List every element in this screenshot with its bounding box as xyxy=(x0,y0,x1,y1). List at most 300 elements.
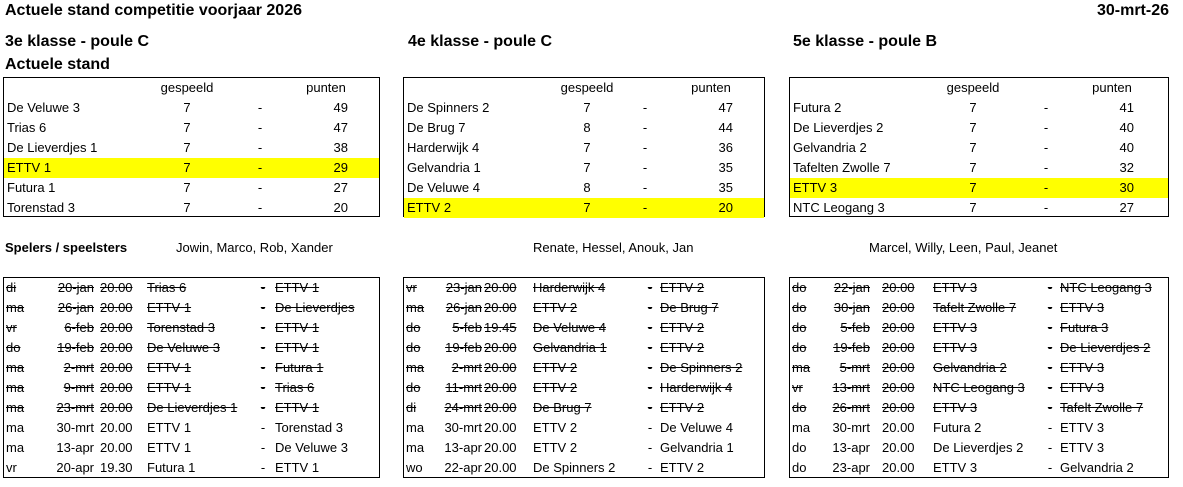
match-time: 20.00 xyxy=(484,460,517,475)
match-day: ma xyxy=(792,360,811,375)
match-day: ma xyxy=(406,300,425,315)
separator: - xyxy=(1047,340,1053,355)
page-title: Actuele stand competitie voorjaar 2026 xyxy=(5,2,302,19)
standings-row xyxy=(4,118,379,138)
separator: - xyxy=(260,400,266,415)
home-team: De Veluwe 3 xyxy=(147,340,220,355)
match-time: 20.00 xyxy=(100,440,133,455)
match-time: 20.00 xyxy=(882,460,915,475)
match-day: wo xyxy=(406,460,423,475)
home-team: ETTV 2 xyxy=(533,440,578,455)
played-count: 7 xyxy=(583,200,591,215)
separator: - xyxy=(642,180,648,195)
separator: - xyxy=(647,360,653,375)
separator: - xyxy=(647,380,653,395)
team-name: NTC Leogang 3 xyxy=(793,200,885,215)
match-time: 20.00 xyxy=(100,280,133,295)
home-team: Futura 1 xyxy=(147,460,196,475)
away-team: Harderwijk 4 xyxy=(660,380,733,395)
match-day: do xyxy=(792,440,807,455)
match-row xyxy=(790,418,1168,438)
separator: - xyxy=(260,300,266,315)
played-count: 7 xyxy=(183,180,191,195)
match-date: 30-jan xyxy=(833,300,870,315)
away-team: ETTV 3 xyxy=(1060,420,1105,435)
players-label: Spelers / speelsters xyxy=(5,240,128,255)
points-header: punten xyxy=(1092,80,1132,95)
team-name: Torenstad 3 xyxy=(7,200,75,215)
match-time: 20.00 xyxy=(882,380,915,395)
home-team: Futura 2 xyxy=(933,420,982,435)
points-value: 38 xyxy=(333,140,348,155)
group-title: 5e klasse - poule B xyxy=(793,33,938,50)
team-name: ETTV 1 xyxy=(7,160,52,175)
team-name: Trias 6 xyxy=(7,120,47,135)
schedule-table xyxy=(3,277,380,478)
standings-row xyxy=(790,118,1168,138)
standings-row xyxy=(4,98,379,118)
standings-header xyxy=(790,78,1168,98)
played-count: 7 xyxy=(183,120,191,135)
away-team: Gelvandria 2 xyxy=(1060,460,1134,475)
separator: - xyxy=(1043,120,1049,135)
match-day: do xyxy=(792,460,807,475)
standings-row xyxy=(790,178,1168,198)
match-date: 26-jan xyxy=(57,300,94,315)
match-day: do xyxy=(6,340,21,355)
match-time: 20.00 xyxy=(882,280,915,295)
subtitle: Actuele stand xyxy=(5,56,110,73)
match-date: 26-jan xyxy=(445,300,482,315)
match-day: vr xyxy=(6,320,17,335)
match-date: 30-mrt xyxy=(444,420,482,435)
separator: - xyxy=(257,180,263,195)
match-row xyxy=(404,298,764,318)
match-row xyxy=(4,338,379,358)
away-team: De Spinners 2 xyxy=(660,360,743,375)
standings-header xyxy=(404,78,764,98)
match-row xyxy=(404,358,764,378)
match-row xyxy=(404,398,764,418)
separator: - xyxy=(1047,300,1053,315)
separator: - xyxy=(1047,320,1053,335)
match-row xyxy=(404,418,764,438)
separator: - xyxy=(1047,400,1053,415)
team-name: De Veluwe 3 xyxy=(7,100,80,115)
away-team: ETTV 2 xyxy=(660,320,705,335)
match-time: 20.00 xyxy=(100,300,133,315)
match-date: 13-apr xyxy=(444,440,482,455)
played-header: gespeeld xyxy=(560,80,614,95)
separator: - xyxy=(1047,380,1053,395)
team-name: De Veluwe 4 xyxy=(407,180,480,195)
standings-row xyxy=(790,98,1168,118)
played-count: 7 xyxy=(183,200,191,215)
away-team: ETTV 2 xyxy=(660,460,705,475)
away-team: ETTV 2 xyxy=(660,400,705,415)
away-team: ETTV 1 xyxy=(275,460,320,475)
schedule-table xyxy=(403,277,765,478)
standings-table xyxy=(3,77,380,217)
home-team: ETTV 2 xyxy=(533,300,578,315)
separator: - xyxy=(260,440,266,455)
played-header: gespeeld xyxy=(946,80,1000,95)
separator: - xyxy=(257,100,263,115)
match-date: 23-mrt xyxy=(56,400,94,415)
team-name: Gelvandria 2 xyxy=(793,140,867,155)
home-team: ETTV 2 xyxy=(533,380,578,395)
standings-row xyxy=(4,198,379,218)
home-team: ETTV 1 xyxy=(147,440,192,455)
played-count: 8 xyxy=(583,180,591,195)
points-value: 47 xyxy=(718,100,733,115)
standings-row xyxy=(790,138,1168,158)
match-date: 2-mrt xyxy=(451,360,482,375)
separator: - xyxy=(260,280,266,295)
match-day: ma xyxy=(6,300,25,315)
points-value: 41 xyxy=(1119,100,1134,115)
points-header: punten xyxy=(691,80,731,95)
separator: - xyxy=(647,400,653,415)
match-time: 20.00 xyxy=(100,340,133,355)
match-day: di xyxy=(6,280,17,295)
separator: - xyxy=(1043,160,1049,175)
points-value: 20 xyxy=(718,200,733,215)
points-value: 20 xyxy=(333,200,348,215)
separator: - xyxy=(1043,140,1049,155)
match-date: 11-mrt xyxy=(445,380,482,395)
points-value: 47 xyxy=(333,120,348,135)
away-team: Futura 3 xyxy=(1060,320,1109,335)
points-value: 49 xyxy=(333,100,348,115)
match-row xyxy=(790,398,1168,418)
points-value: 40 xyxy=(1119,140,1134,155)
home-team: ETTV 2 xyxy=(533,360,578,375)
match-day: ma xyxy=(6,400,25,415)
played-count: 7 xyxy=(183,100,191,115)
match-time: 20.00 xyxy=(484,400,517,415)
home-team: De Brug 7 xyxy=(533,400,592,415)
away-team: Tafelt Zwolle 7 xyxy=(1060,400,1144,415)
away-team: De Veluwe 4 xyxy=(660,420,733,435)
points-value: 29 xyxy=(333,160,348,175)
team-name: Futura 2 xyxy=(793,100,842,115)
match-date: 23-jan xyxy=(445,280,482,295)
team-name: De Spinners 2 xyxy=(407,100,490,115)
home-team: NTC Leogang 3 xyxy=(933,380,1025,395)
away-team: ETTV 2 xyxy=(660,280,705,295)
played-count: 7 xyxy=(583,100,591,115)
standings-row xyxy=(4,158,379,178)
match-day: vr xyxy=(6,460,17,475)
separator: - xyxy=(257,120,263,135)
standings-header xyxy=(4,78,379,98)
away-team: Gelvandria 1 xyxy=(660,440,734,455)
points-value: 44 xyxy=(718,120,733,135)
played-count: 7 xyxy=(583,140,591,155)
team-name: Harderwijk 4 xyxy=(407,140,480,155)
home-team: ETTV 1 xyxy=(147,420,192,435)
match-row xyxy=(790,458,1168,478)
separator: - xyxy=(260,420,266,435)
home-team: ETTV 1 xyxy=(147,360,192,375)
standings-table xyxy=(789,77,1169,217)
match-day: do xyxy=(792,300,807,315)
match-date: 5-mrt xyxy=(839,360,870,375)
separator: - xyxy=(647,300,653,315)
points-value: 27 xyxy=(333,180,348,195)
standings-row xyxy=(4,178,379,198)
match-date: 20-apr xyxy=(56,460,94,475)
separator: - xyxy=(260,360,266,375)
away-team: ETTV 3 xyxy=(1060,440,1105,455)
match-day: ma xyxy=(792,420,811,435)
separator: - xyxy=(1047,360,1053,375)
played-count: 7 xyxy=(183,160,191,175)
separator: - xyxy=(260,460,266,475)
match-row xyxy=(4,458,379,478)
separator: - xyxy=(642,120,648,135)
separator: - xyxy=(1047,280,1053,295)
home-team: De Spinners 2 xyxy=(533,460,616,475)
points-value: 27 xyxy=(1119,200,1134,215)
points-header: punten xyxy=(306,80,346,95)
home-team: ETTV 3 xyxy=(933,280,978,295)
separator: - xyxy=(1047,440,1053,455)
match-date: 2-mrt xyxy=(63,360,94,375)
home-team: Trias 6 xyxy=(147,280,187,295)
separator: - xyxy=(647,420,653,435)
match-row xyxy=(404,318,764,338)
separator: - xyxy=(257,200,263,215)
home-team: De Lieverdjes 2 xyxy=(933,440,1024,455)
separator: - xyxy=(647,320,653,335)
match-date: 26-mrt xyxy=(832,400,870,415)
match-time: 20.00 xyxy=(882,320,915,335)
match-row xyxy=(790,378,1168,398)
match-date: 9-mrt xyxy=(63,380,94,395)
separator: - xyxy=(647,440,653,455)
standings-row xyxy=(790,198,1168,218)
points-value: 32 xyxy=(1119,160,1134,175)
separator: - xyxy=(260,340,266,355)
match-row xyxy=(4,438,379,458)
separator: - xyxy=(642,140,648,155)
match-time: 20.00 xyxy=(484,280,517,295)
match-day: di xyxy=(406,400,417,415)
match-date: 19-feb xyxy=(445,340,482,355)
team-name: De Brug 7 xyxy=(407,120,466,135)
separator: - xyxy=(257,140,263,155)
players-list: Renate, Hessel, Anouk, Jan xyxy=(533,240,694,255)
match-day: ma xyxy=(406,360,425,375)
away-team: ETTV 1 xyxy=(275,280,320,295)
players-list: Marcel, Willy, Leen, Paul, Jeanet xyxy=(869,240,1058,255)
match-row xyxy=(4,398,379,418)
separator: - xyxy=(1043,200,1049,215)
played-count: 8 xyxy=(583,120,591,135)
group-title: 3e klasse - poule C xyxy=(5,33,150,50)
home-team: Torenstad 3 xyxy=(147,320,215,335)
away-team: De Lieverdjes 2 xyxy=(1060,340,1151,355)
away-team: NTC Leogang 3 xyxy=(1060,280,1152,295)
separator: - xyxy=(647,280,653,295)
match-date: 23-apr xyxy=(832,460,870,475)
match-row xyxy=(4,358,379,378)
match-time: 20.00 xyxy=(882,360,915,375)
separator: - xyxy=(647,340,653,355)
standings-table xyxy=(403,77,765,217)
played-count: 7 xyxy=(583,160,591,175)
away-team: De Lieverdjes xyxy=(275,300,355,315)
match-row xyxy=(404,338,764,358)
match-date: 13-mrt xyxy=(832,380,870,395)
match-time: 20.00 xyxy=(100,320,133,335)
home-team: ETTV 3 xyxy=(933,340,978,355)
match-date: 22-jan xyxy=(833,280,870,295)
match-row xyxy=(4,298,379,318)
match-time: 20.00 xyxy=(484,420,517,435)
points-value: 40 xyxy=(1119,120,1134,135)
match-row xyxy=(790,298,1168,318)
match-date: 30-mrt xyxy=(832,420,870,435)
away-team: ETTV 1 xyxy=(275,400,320,415)
match-time: 20.00 xyxy=(882,300,915,315)
separator: - xyxy=(260,320,266,335)
match-date: 24-mrt xyxy=(444,400,482,415)
match-date: 5-feb xyxy=(452,320,482,335)
points-value: 36 xyxy=(718,140,733,155)
match-day: vr xyxy=(406,280,417,295)
schedule-table xyxy=(789,277,1169,478)
match-time: 20.00 xyxy=(100,400,133,415)
away-team: ETTV 2 xyxy=(660,340,705,355)
match-time: 20.00 xyxy=(882,400,915,415)
report-date: 30-mrt-26 xyxy=(1096,2,1169,19)
match-row xyxy=(4,318,379,338)
home-team: ETTV 3 xyxy=(933,460,978,475)
home-team: Gelvandria 2 xyxy=(933,360,1007,375)
match-row xyxy=(790,278,1168,298)
match-day: do xyxy=(792,400,807,415)
standings-row xyxy=(790,158,1168,178)
played-count: 7 xyxy=(969,160,977,175)
separator: - xyxy=(642,200,648,215)
match-row xyxy=(790,338,1168,358)
match-date: 30-mrt xyxy=(56,420,94,435)
match-time: 20.00 xyxy=(882,420,915,435)
match-time: 20.00 xyxy=(484,300,517,315)
away-team: ETTV 1 xyxy=(275,320,320,335)
standings-row xyxy=(404,138,764,158)
played-count: 7 xyxy=(969,180,977,195)
match-date: 5-feb xyxy=(840,320,870,335)
points-value: 35 xyxy=(718,160,733,175)
match-date: 19-feb xyxy=(57,340,94,355)
away-team: Torenstad 3 xyxy=(275,420,343,435)
separator: - xyxy=(642,160,648,175)
match-time: 20.00 xyxy=(100,420,133,435)
standings-row xyxy=(404,198,764,218)
points-value: 35 xyxy=(718,180,733,195)
played-count: 7 xyxy=(183,140,191,155)
standings-row xyxy=(4,138,379,158)
home-team: ETTV 1 xyxy=(147,300,192,315)
match-row xyxy=(404,458,764,478)
away-team: De Veluwe 3 xyxy=(275,440,348,455)
away-team: De Brug 7 xyxy=(660,300,719,315)
match-row xyxy=(404,278,764,298)
team-name: De Lieverdjes 1 xyxy=(7,140,98,155)
separator: - xyxy=(260,380,266,395)
home-team: ETTV 1 xyxy=(147,380,192,395)
match-time: 20.00 xyxy=(484,380,517,395)
home-team: ETTV 3 xyxy=(933,320,978,335)
match-time: 20.00 xyxy=(882,440,915,455)
match-day: do xyxy=(406,320,421,335)
match-date: 20-jan xyxy=(57,280,94,295)
home-team: ETTV 3 xyxy=(933,400,978,415)
played-count: 7 xyxy=(969,140,977,155)
match-day: do xyxy=(406,340,421,355)
match-row xyxy=(404,378,764,398)
match-day: ma xyxy=(406,440,425,455)
players-list: Jowin, Marco, Rob, Xander xyxy=(176,240,333,255)
away-team: Trias 6 xyxy=(275,380,315,395)
separator: - xyxy=(1047,460,1053,475)
match-date: 6-feb xyxy=(64,320,94,335)
group-title: 4e klasse - poule C xyxy=(408,33,553,50)
match-time: 20.00 xyxy=(100,360,133,375)
home-team: ETTV 2 xyxy=(533,420,578,435)
played-count: 7 xyxy=(969,120,977,135)
match-time: 20.00 xyxy=(484,340,517,355)
home-team: De Lieverdjes 1 xyxy=(147,400,238,415)
match-time: 20.00 xyxy=(100,380,133,395)
separator: - xyxy=(1047,420,1053,435)
match-time: 19.30 xyxy=(100,460,133,475)
separator: - xyxy=(1043,180,1049,195)
team-name: ETTV 3 xyxy=(793,180,838,195)
match-day: do xyxy=(406,380,421,395)
away-team: ETTV 3 xyxy=(1060,300,1105,315)
played-count: 7 xyxy=(969,100,977,115)
match-day: vr xyxy=(792,380,803,395)
match-date: 13-apr xyxy=(832,440,870,455)
match-row xyxy=(404,438,764,458)
match-day: do xyxy=(792,320,807,335)
home-team: Harderwijk 4 xyxy=(533,280,606,295)
match-row xyxy=(790,358,1168,378)
home-team: Gelvandria 1 xyxy=(533,340,607,355)
match-row xyxy=(4,278,379,298)
match-date: 19-feb xyxy=(833,340,870,355)
away-team: ETTV 1 xyxy=(275,340,320,355)
match-day: ma xyxy=(6,380,25,395)
team-name: De Lieverdjes 2 xyxy=(793,120,884,135)
standings-row xyxy=(404,98,764,118)
match-day: ma xyxy=(6,360,25,375)
match-row xyxy=(790,438,1168,458)
match-day: do xyxy=(792,340,807,355)
match-row xyxy=(790,318,1168,338)
separator: - xyxy=(1043,100,1049,115)
played-count: 7 xyxy=(969,200,977,215)
team-name: Gelvandria 1 xyxy=(407,160,481,175)
team-name: Futura 1 xyxy=(7,180,56,195)
away-team: ETTV 3 xyxy=(1060,360,1105,375)
points-value: 30 xyxy=(1119,180,1134,195)
